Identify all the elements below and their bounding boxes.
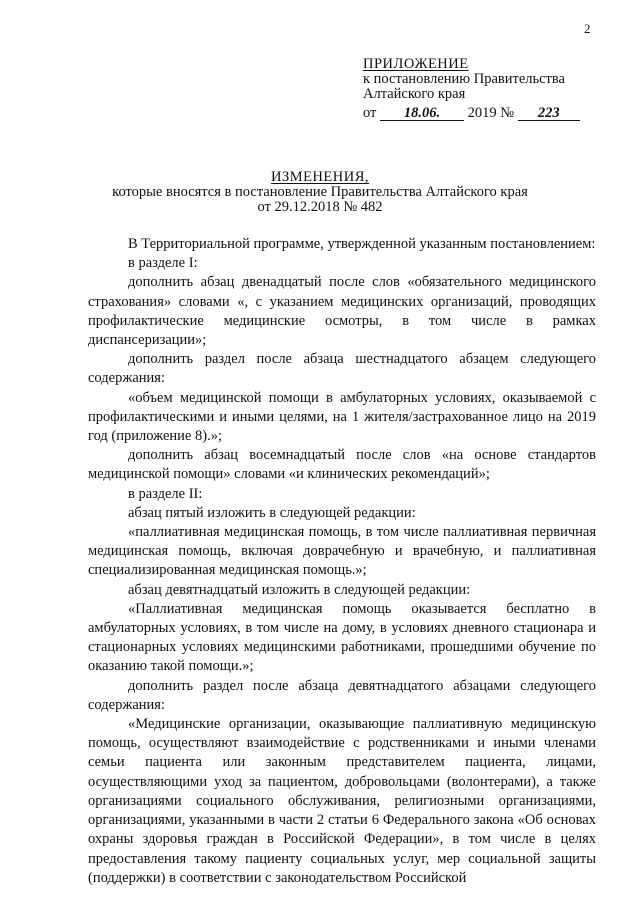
appendix-number: 223 [518, 106, 580, 121]
paragraph: дополнить раздел после абзаца шестнадцатого абзацем следующего содержания: [88, 351, 596, 387]
heading-title: ИЗМЕНЕНИЯ, [270, 169, 370, 185]
appendix-year: 2019 [467, 105, 497, 121]
paragraph: в разделе II: [128, 485, 203, 502]
paragraph: «объем медицинской помощи в амбулаторных условиях, оказываемой с профилактическими и иными целями, на 1 жителя/застрахованное лицо на 2019 год (приложение 8).»; [88, 389, 596, 445]
document-body [88, 235, 596, 888]
ref-prefix: от [363, 105, 377, 121]
heading-subtitle: которые вносятся в постановление Правительства Алтайского края [112, 184, 528, 200]
appendix-block [363, 57, 580, 121]
paragraph: «паллиативная медицинская помощь, в том числе паллиативная первичная медицинская помощь, включая доврачебную и врачебную, и паллиативная специализированная медицинская помощь.»; [88, 524, 596, 579]
paragraph: дополнить абзац восемнадцатый после слов «на основе стандартов медицинской помощи» словами «и клинических рекомендаций»; [88, 447, 596, 483]
paragraph: «Медицинские организации, оказывающие паллиативную медицинскую помощь, осуществляют взаимодействие с родственниками и иными членами семьи пациента или законным представителем пациента, лицами, осуществляющими уход за пациентом, добровольцами (волонтерами), а также организациями социального обслуживания, религиозными организациями, организациями, указанными в части 2 статьи 6 Федерального закона «Об основах охраны здоровья граждан в Российской Федерации», в том числе в целях предоставления такому пациенту социальных услуг, мер социальной защиты (поддержки) в соответствии с законодательством Российской [88, 716, 596, 886]
paragraph: абзац пятый изложить в следующей редакции: [128, 504, 416, 521]
paragraph: В Территориальной программе, утвержденной указанным постановлением: [128, 236, 596, 252]
page-number: 2 [584, 21, 591, 36]
paragraph: дополнить раздел после абзаца девятнадцатого абзацами следующего содержания: [88, 677, 596, 713]
paragraph: абзац девятнадцатый изложить в следующей редакции: [128, 581, 471, 598]
appendix-line-2: Алтайского края [363, 86, 466, 102]
paragraph: «Паллиативная медицинская помощь оказывается бесплатно в амбулаторных условиях, в том числе на дому, в условиях дневного стационара и стационарных условиях медицинскими работниками, прошедшими обучение по оказанию такой помощи.»; [88, 600, 596, 675]
appendix-title: ПРИЛОЖЕНИЕ [363, 56, 469, 72]
appendix-reference [363, 106, 580, 121]
number-sign: № [500, 105, 515, 121]
paragraph: в разделе I: [128, 255, 198, 272]
paragraph: дополнить абзац двенадцатый после слов «обязательного медицинского страхования» словами «, с указанием медицинских организаций, проводящих профилактические медицинские осмотры, в том числе в рамках диспансеризации»; [88, 274, 596, 349]
appendix-date: 18.06. [380, 106, 464, 121]
heading-date-line: от 29.12.2018 № 482 [257, 199, 383, 215]
document-heading [0, 170, 640, 215]
appendix-line-1: к постановлению Правительства [363, 71, 565, 87]
